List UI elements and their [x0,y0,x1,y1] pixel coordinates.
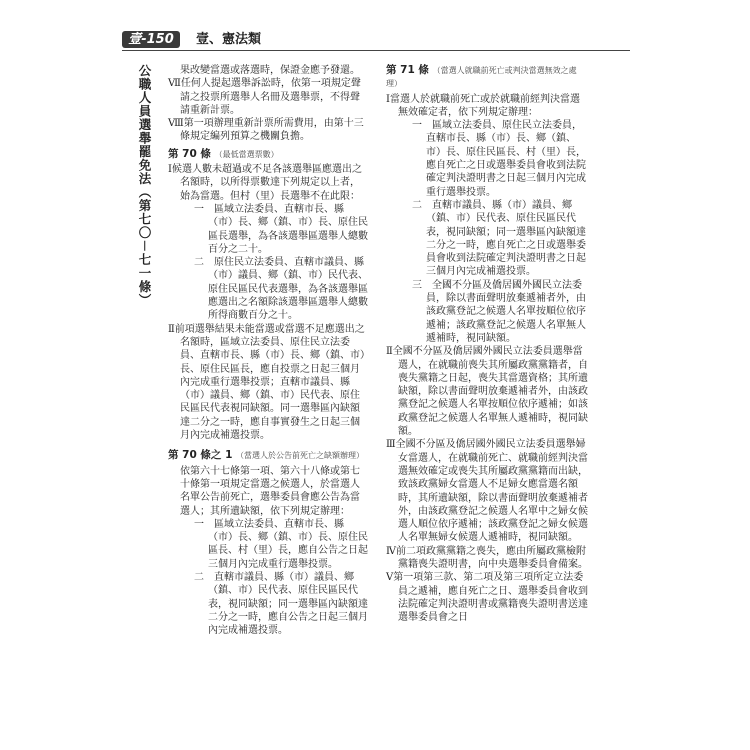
paragraph: Ⅳ前二項政黨黨籍之喪失，應由所屬政黨檢附黨籍喪失證明書，向中央選舉委員會備案。 [386,545,588,570]
article-number: 第 70 條 [168,147,211,160]
list-item: 一 區域立法委員、直轄市長、縣（市）長、鄉（鎮、市）長、原住民區長、村（里）長，應自公告之日起三個月內完成重行選舉投票。 [194,518,368,570]
paragraph: 果改變當選或落選時，保證金應予發還。 [180,65,360,76]
paragraph: Ⅰ候選人數未超過或不足各該選舉區應選出之名額時，以所得票數達下列規定以上者，始為當選。但村（里）長選舉不在此限： [168,164,362,202]
vertical-law-title: 公職人員選舉罷免法（第七〇－七一條） [137,64,152,308]
paragraph: Ⅶ任何人提起選舉訴訟時，依第一項規定聲請之投票所選舉人名冊及選舉票，不得聲請重新計票。 [168,78,361,116]
list-item: 一 區域立法委員、原住民立法委員，直轄市長、縣（市）長、鄉（鎮、市）長、原住民區長、村（里）長，應自死亡之日或選舉委員會收到法院確定判決證明書之日起三個月內完成重行選舉投票。 [412,120,586,198]
list-item: 二 直轄市議員、縣（市）議員、鄉（鎮、市）民代表、原住民區民代表，視同缺額；同一選舉區內缺額達二分之一時，應自公告之日起三個月內完成補選投票。 [194,571,368,637]
article-caption: （當選人就職前死亡或判決當選無效之處理） [386,66,577,89]
paragraph: Ⅷ第一項辦理重新計票所需費用，由第十三條規定編列預算之機關負擔。 [168,118,364,143]
paragraph: Ⅴ第一項第三款、第二項及第三項所定立法委員之遞補，應自死亡之日、選舉委員會收到法院確定判決證明書或黨籍喪失證明書送達選舉委員會之日 [386,572,588,624]
paragraph: Ⅱ前項選舉結果未能當選或當選不足應選出之名額時，區域立法委員、原住民立法委員、直轄市長、縣（市）長、鄉（鎮、市）長、原住民區長，應自投票之日起三個月內完成重行選舉投票；直轄市議員、縣（市）議員、鄉（鎮、市）民代表、原住民區民代表視同缺額。同一選舉區內缺額達二分之一時，應自事實發生之日起三個月內完成補選投票。 [168,323,365,442]
paragraph: 依第六十七條第一項、第六十八條或第七十條第一項規定當選之候選人，於當選人名單公告前死亡，選舉委員會應公告為當選人；其所遺缺額，依下列規定辦理： [180,465,360,517]
paragraph: Ⅲ全國不分區及僑居國外國民立法委員選舉婦女當選人，在就職前死亡、就職前經判決當選無效確定或喪失其所屬政黨黨籍而出缺，致該政黨婦女當選人不足婦女應當選名額時，其所遺缺額，除以書面聲明放棄遞補者外，由該政黨登記之候選人名單中之婦女候選人順位依序遞補；該政黨登記之婦女候選人名單無婦女候選人遞補時，視同缺額。 [386,439,588,544]
list-item: 一 區域立法委員、直轄市長、縣（市）長、鄉（鎮、市）長、原住民區長選舉，為各該選舉區選舉人總數百分之二十。 [194,203,368,255]
article-caption: （最低當選票數） [214,149,279,159]
page-number-badge: 壹-150 [122,31,180,48]
section-title: 壹、憲法類 [196,32,262,47]
article-heading [168,148,368,161]
article-heading [168,449,368,462]
paragraph: Ⅰ當選人於就職前死亡或於就職前經判決當選無效確定者，依下列規定辦理： [386,93,580,118]
header-rule [122,50,630,51]
article-caption: （當選人於公告前死亡之缺額辦理） [236,451,365,461]
article-number: 第 70 條之 1 [168,449,233,462]
left-column [168,64,368,637]
paragraph: Ⅱ全國不分區及僑居國外國民立法委員選舉當選人，在就職前喪失其所屬政黨黨籍者，自喪失黨籍之日起，喪失其當選資格；其所遺缺額，除以書面聲明放棄遞補者外，由該政黨登記之候選人名單按順位依序遞補；如該政黨登記之候選人名單無人遞補時，視同缺額。 [386,346,588,438]
article-heading [386,64,588,91]
list-item: 三 全國不分區及僑居國外國民立法委員，除以書面聲明放棄遞補者外，由該政黨登記之候選人名單按順位依序遞補；該政黨登記之候選人名單無人遞補時，視同缺額。 [412,279,586,344]
list-item: 二 原住民立法委員、直轄市議員、縣（市）議員、鄉（鎮、市）民代表、原住民區民代表選舉，為各該選舉區應選出之名額除該選舉區選舉人總數所得商數百分之十。 [194,257,368,322]
article-number: 第 71 條 [386,64,429,76]
right-column [386,64,588,624]
list-item: 二 直轄市議員、縣（市）議員、鄉（鎮、市）民代表、原住民區民代表，視同缺額；同一選舉區內缺額達二分之一時，應自死亡之日或選舉委員會收到法院確定判決證明書之日起三個月內完成補選投票。 [412,199,586,278]
